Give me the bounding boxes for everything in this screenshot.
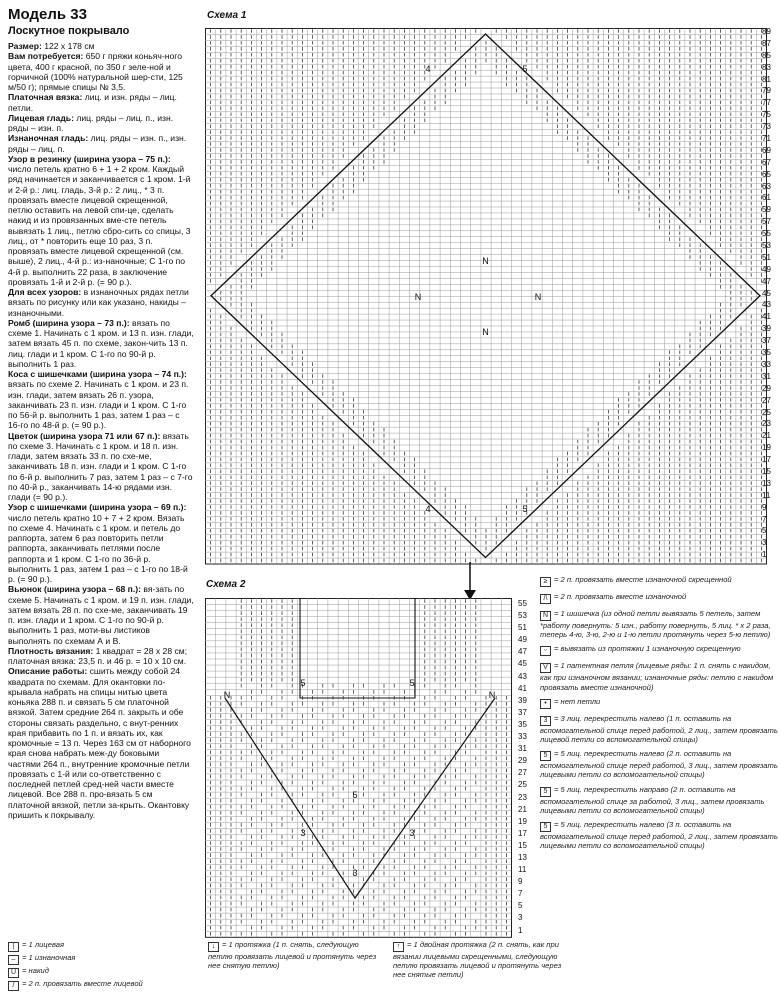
instruction-text: 122 х 178 см: [41, 41, 95, 51]
legend-symbol-icon: ≥: [540, 577, 551, 587]
legend-item: [540, 749, 778, 779]
legend-item: [8, 966, 198, 978]
legend-symbol-icon: /\: [540, 594, 551, 604]
scheme1-mark-four: 4: [425, 64, 431, 74]
row-number: 43: [762, 300, 771, 310]
model-subtitle: Лоскутное покрывало: [8, 25, 130, 37]
legend-text: = 5 лиц. перекрестить направо (2 п. оставить на вспомогательной спице за работой, 3 лиц., затем провязать лицевыми петли со вспомогательной спицы): [540, 784, 765, 815]
instruction-text: сшить между собой 24 квадрата по схемам. Для окантовки по-крывала набрать на спицы нитью цвета коньяка 288 п. и связать 5 см платочной вязкой. Затем средние 264 п. закрыть и обе стороны связать раздельно, с внут-ренних края прибавить по 1 п. и вязать их, как кромочные = 13 п. Через 163 см от наборного края снова набрать меж-ду боковыми частями 264 п., внутренние кромочные петли провязать с 1-й или со-ответственно с последней петлей сред-ней части вместе лицевой. Все 288 п. про-вязать 5 см платочной вязкой, петли за-крыть. Окантовку пришить к покрывалу.: [8, 666, 191, 820]
legend-item: [540, 714, 778, 744]
row-number: 41: [762, 312, 771, 322]
instruction-text: число петель кратно 10 + 7 + 2 кром. Вязать по схеме 4. Начинать с 1 кром. и петель до раппорта, затем 6 раз повторить петли раппорта, заканчивать петлями после раппорта и 1 кром. С 1-го по 36-й р. выполнить 1 раз, затем 1 раз – с 1-го по 18-й р. (= 90 р.).: [8, 512, 188, 584]
instructions-column: [8, 6, 194, 820]
row-number: 1: [518, 925, 523, 935]
row-number: 25: [762, 407, 771, 417]
legend-item: [540, 785, 778, 815]
row-number: 53: [762, 241, 771, 251]
row-number: 5: [518, 901, 523, 911]
instruction-label: Для всех узоров:: [8, 287, 82, 297]
instruction-label: Плотность вязания:: [8, 645, 94, 656]
instruction-text: в изнаночных рядах петли вязать по рисунку или как указано, накиды – изнаночными.: [8, 287, 189, 318]
legend-item: [540, 661, 778, 691]
scheme1-mark-four: 4: [425, 504, 431, 514]
legend-text: = 1 двойная протяжка (2 п. снять, как при вязании лицевыми скрещенными, следующую петлю провязать лицевой и протянуть через нее снятые петли): [393, 940, 562, 980]
row-number: 19: [518, 816, 527, 826]
legend-item: [8, 940, 198, 952]
row-number: 33: [518, 732, 527, 742]
legend-symbol-icon: N: [540, 611, 551, 621]
instruction-paragraph: [8, 51, 194, 92]
instruction-paragraph: [8, 92, 194, 113]
instruction-text: 1 квадрат = 28 х 28 см; платочная вязка: 23,5 п. и 46 р. = 10 х 10 см.: [8, 645, 188, 666]
legend-symbol-icon: ᵕ: [540, 646, 551, 656]
row-number: 55: [518, 599, 527, 608]
row-number: 29: [762, 383, 771, 393]
legend-text: = накид: [22, 966, 49, 975]
legend-symbol-icon: |: [8, 942, 19, 952]
scheme1-mark-five: 5: [522, 64, 528, 74]
scheme2-mark-three: 3: [409, 828, 415, 838]
legend-text: = 3 лиц. перекрестить налево (1 п. оставить на вспомогательной спице перед работой, 2 лиц., затем провязать лицевой петли со вспомогательной спицы): [540, 713, 778, 745]
row-number: 43: [518, 671, 527, 681]
scheme2-mark-five: 5: [409, 678, 415, 688]
model-title: Модель 33: [8, 6, 87, 23]
row-number: 3: [762, 538, 767, 548]
legend-text: = 1 лицевая: [22, 940, 65, 949]
scheme2-mark-n: N: [488, 690, 496, 700]
instructions-list: [8, 41, 194, 820]
scheme1-row-numbers: [762, 28, 780, 563]
instruction-paragraph: [8, 113, 194, 134]
legend-text: = нет петли: [554, 696, 601, 706]
scheme1-chart: [205, 28, 780, 573]
legend-item: [208, 940, 378, 970]
instruction-paragraph: [8, 584, 194, 646]
scheme2-row-numbers: [518, 598, 536, 937]
legend-symbol-icon: 5: [540, 822, 551, 832]
row-number: 21: [762, 431, 771, 441]
legend-item: [540, 592, 778, 604]
instruction-paragraph: [8, 502, 194, 584]
row-number: 11: [518, 865, 527, 875]
row-number: 13: [762, 478, 771, 488]
row-number: 69: [762, 145, 771, 155]
row-number: 25: [518, 780, 527, 790]
legend-text: = 5 лиц. перекрестить налево (2 п. оставить на вспомогательной спице перед работой, 3 лиц., затем провязать лицевыми петли со вспомогательной спицы): [540, 749, 778, 780]
row-number: 45: [762, 288, 771, 298]
row-number: 39: [762, 324, 771, 334]
legend-text: = 2 п. провязать вместе лицевой: [22, 979, 143, 988]
scheme2-mark-five: 5: [352, 790, 358, 800]
legend-text: = 2 п. провязать вместе изнаночной: [554, 592, 687, 601]
scheme2-mark-five: 5: [300, 678, 306, 688]
row-number: 19: [762, 443, 771, 453]
row-number: 31: [518, 744, 527, 754]
instruction-paragraph: [8, 369, 194, 431]
row-number: 47: [762, 276, 771, 286]
instruction-label: Описание работы:: [8, 666, 88, 677]
scheme1-mark-n: N: [414, 292, 422, 302]
row-number: 65: [762, 169, 771, 179]
instruction-text: вязать по схеме 1. Начинать с 1 кром. и 13 п. изн. глади, затем вязать 45 п. по схеме, закон-чить 13 п. лиц. глади и 1 кром. С 1-го по 90-й р. выполнить 1 раз.: [8, 317, 194, 369]
legend-text: = вывязать из протяжки 1 изнаночную скрещенную: [554, 644, 741, 654]
instruction-text: вязать по схеме 3. Начинать с 1 кром. и 18 п. изн. глади, затем вязать 33 п. по схе-ме, заканчивать 18 п. изн. глади и 1 кром. С 1-го по 6-й р. выполнить 7 раз, затем 1 раз – с 7-го по 40-й р., заканчивать 14-ю рядами изн. глади (= 90 р.).: [8, 430, 193, 502]
legend-item: [8, 979, 198, 991]
instruction-paragraph: [8, 318, 194, 369]
row-number: 35: [518, 719, 527, 729]
legend-symbol-icon: U: [8, 968, 19, 978]
legend-symbol-icon: 5: [540, 787, 551, 797]
legend-text: = 1 шишечка (из одной петли вывязать 5 петель, затем *работу повернуть: 5 изн., работу повернуть, 5 лиц. * х 2 раза, теперь 4-ю, 3-ю, 2-ю и 1-ю петли протянуть через 5-ю петлю): [540, 609, 771, 640]
instruction-label: Платочная вязка:: [8, 92, 83, 103]
instruction-text: лиц. ряды – лиц. п., изн. ряды – изн. п.: [8, 112, 174, 133]
row-number: 3: [518, 913, 523, 923]
scheme1-mark-n: N: [534, 292, 542, 302]
legend-item: [540, 697, 778, 709]
instruction-label: Цветок (ширина узора 71 или 67 п.):: [8, 430, 161, 441]
row-number: 1: [762, 550, 767, 560]
row-number: 41: [518, 683, 527, 693]
legend-symbol-icon: ↓: [208, 942, 219, 952]
instruction-label: Узор в резинку (ширина узора – 75 п.):: [8, 153, 171, 164]
row-number: 17: [762, 455, 771, 465]
legend-symbol-icon: /: [8, 981, 19, 991]
instruction-text: 650 г пряжи коньяч-ного цвета, 400 г красной, по 350 г зеле-ной и горчичной (100% натуральной шер-сти, 125 м/50 г); прямые спицы № 3,5.: [8, 51, 183, 92]
row-number: 31: [762, 371, 771, 381]
row-number: 7: [762, 514, 767, 524]
instruction-label: Узор с шишечками (ширина узора – 69 п.):: [8, 502, 187, 513]
scheme1-mark-five: 5: [522, 504, 528, 514]
scheme1-mark-n: N: [482, 256, 489, 266]
scheme2-grid: [205, 598, 512, 937]
instruction-label: Вам потребуется:: [8, 51, 84, 62]
scheme2-chart: [205, 598, 517, 943]
row-number: 17: [518, 828, 527, 838]
legend-text: = 1 протяжка (1 п. снять, следующую петлю провязать лицевой и протянуть через нее снятую петлю): [208, 940, 377, 971]
row-number: 9: [762, 502, 767, 512]
row-number: 73: [762, 122, 771, 132]
row-number: 27: [518, 768, 527, 778]
row-number: 15: [762, 466, 771, 476]
legend-bottom: [8, 940, 568, 1004]
row-number: 75: [762, 110, 771, 120]
scheme2-mark-n: N: [223, 690, 231, 700]
row-number: 5: [762, 526, 767, 536]
row-number: 87: [762, 38, 771, 48]
legend-text: = 2 п. провязать вместе изнаночной скрещенной: [554, 575, 732, 584]
instruction-paragraph: [8, 287, 194, 318]
scheme1-grid: [205, 28, 767, 564]
row-number: 81: [762, 74, 771, 84]
row-number: 71: [762, 134, 771, 144]
legend-symbol-icon: •: [540, 699, 551, 709]
row-number: 77: [762, 98, 771, 108]
row-number: 57: [762, 217, 771, 227]
row-number: 85: [762, 50, 771, 60]
row-number: 83: [762, 62, 771, 72]
legend-symbol-icon: –: [8, 955, 19, 965]
row-number: 33: [762, 359, 771, 369]
legend-text: = 5 лиц. перекрестить налево (3 п. оставить на вспомогательной спице перед работой, 2 лиц., затем провязать лицевыми петли со вспомогательной спицы): [540, 820, 778, 851]
instruction-paragraph: [8, 431, 194, 503]
instruction-paragraph: [8, 666, 194, 820]
row-number: 59: [762, 205, 771, 215]
legend-item: [540, 575, 778, 587]
row-number: 7: [518, 889, 523, 899]
legend-item: [540, 644, 778, 656]
instruction-label: Изнаночная гладь:: [8, 133, 89, 144]
legend-text: = 1 патентная петля (лицевые ряды: 1 п. снять с накидом, как при изнаночном вязании; изнаночные ряды: петлю с накидом провязать вместе изнаночной): [540, 661, 774, 692]
instruction-label: Вьюнок (ширина узора – 68 п.):: [8, 584, 141, 595]
instruction-label: Ромб (ширина узора – 73 п.):: [8, 317, 130, 328]
row-number: 11: [762, 490, 771, 500]
row-number: 9: [518, 877, 523, 887]
row-number: 89: [762, 27, 771, 36]
instruction-text: вязать по схеме 2. Начинать с 1 кром. и 23 п. изн. глади, затем вязать 26 п. узора, заканчивать 23 п. изн. глади и 1 кром. С 1-го по 56-й р. выполнить 1 раз, затем 1 раз – с 16-го по 48-й р. (= 90 р.).: [8, 379, 189, 431]
legend-text: = 1 изнаночная: [22, 953, 76, 962]
row-number: 51: [518, 623, 527, 633]
instruction-text: лиц. ряды – изн. п., изн. ряды – лиц. п.: [8, 133, 187, 154]
row-number: 53: [518, 611, 527, 621]
row-number: 63: [762, 181, 771, 191]
instruction-paragraph: [8, 646, 194, 667]
legend-item: [393, 940, 563, 980]
row-number: 15: [518, 840, 527, 850]
instruction-paragraph: [8, 133, 194, 154]
legend-symbol-icon: V: [540, 663, 551, 673]
scheme2-mark-three: 3: [300, 828, 306, 838]
instruction-label: Коса с шишечками (ширина узора – 74 п.):: [8, 369, 187, 379]
row-number: 47: [518, 647, 527, 657]
row-number: 49: [762, 264, 771, 274]
row-number: 13: [518, 852, 527, 862]
instruction-text: число петель кратно 6 + 1 + 2 кром. Каждый ряд начинается и заканчивается с 1 кром. 1-й и 2-й р.: лиц. гладь, 3-й р.: 2 лиц., * 3 п. провязать вместе лицевой скрещенной, петлю оставить на левой спи-це, сделать накид и из провязанных вме-сте петель вывязать 1 лиц., петлю сбро-сить со спицы, 3 лиц., от * повторить еще 10 раз, 3 п. провязать вместе лицевой скрещенной (см. выше), 2 лиц., 4-й р.: из-наночные; С 1-го по 4-й р. выполнить 22 раза, в заключение провязать 1-й и 2-й р. (= 90 р.).: [8, 164, 191, 287]
legend-symbol-icon: 5: [540, 751, 551, 761]
row-number: 29: [518, 756, 527, 766]
row-number: 37: [762, 336, 771, 346]
scheme2-mark-three: 3: [352, 868, 358, 878]
row-number: 27: [762, 395, 771, 405]
row-number: 23: [518, 792, 527, 802]
row-number: 49: [518, 635, 527, 645]
instruction-text: вя-зать по схеме 5. Начинать с 1 кром. и 19 п. изн. глади, затем вязать 28 п. по схе-ме, заканчивать 19 п. изн. глади и 1 кром. С 1-го по 90-й р. выполнить 1 раз, моти-вы листиков выполнять по схемам А и В.: [8, 584, 194, 646]
row-number: 37: [518, 707, 527, 717]
instruction-label: Размер:: [8, 41, 42, 51]
legend-right: [540, 575, 778, 855]
row-number: 67: [762, 157, 771, 167]
row-number: 55: [762, 229, 771, 239]
row-number: 61: [762, 193, 771, 203]
row-number: 79: [762, 86, 771, 96]
legend-item: [540, 609, 778, 639]
row-number: 21: [518, 804, 527, 814]
legend-item: [8, 953, 198, 965]
instruction-label: Лицевая гладь:: [8, 112, 74, 123]
scheme1-title: Схема 1: [207, 10, 247, 21]
row-number: 45: [518, 659, 527, 669]
legend-symbol-icon: 3: [540, 716, 551, 726]
row-number: 35: [762, 348, 771, 358]
legend-symbol-icon: ↑: [393, 942, 404, 952]
down-arrow-icon: [462, 562, 478, 602]
instruction-text: лиц. и изн. ряды – лиц. петли.: [8, 92, 177, 113]
scheme2-title: Схема 2: [206, 579, 246, 590]
legend-item: [540, 820, 778, 850]
scheme1-mark-n: N: [482, 327, 489, 337]
instruction-paragraph: [8, 41, 194, 51]
row-number: 39: [518, 695, 527, 705]
row-number: 51: [762, 252, 771, 262]
row-number: 23: [762, 419, 771, 429]
instruction-paragraph: [8, 154, 194, 287]
